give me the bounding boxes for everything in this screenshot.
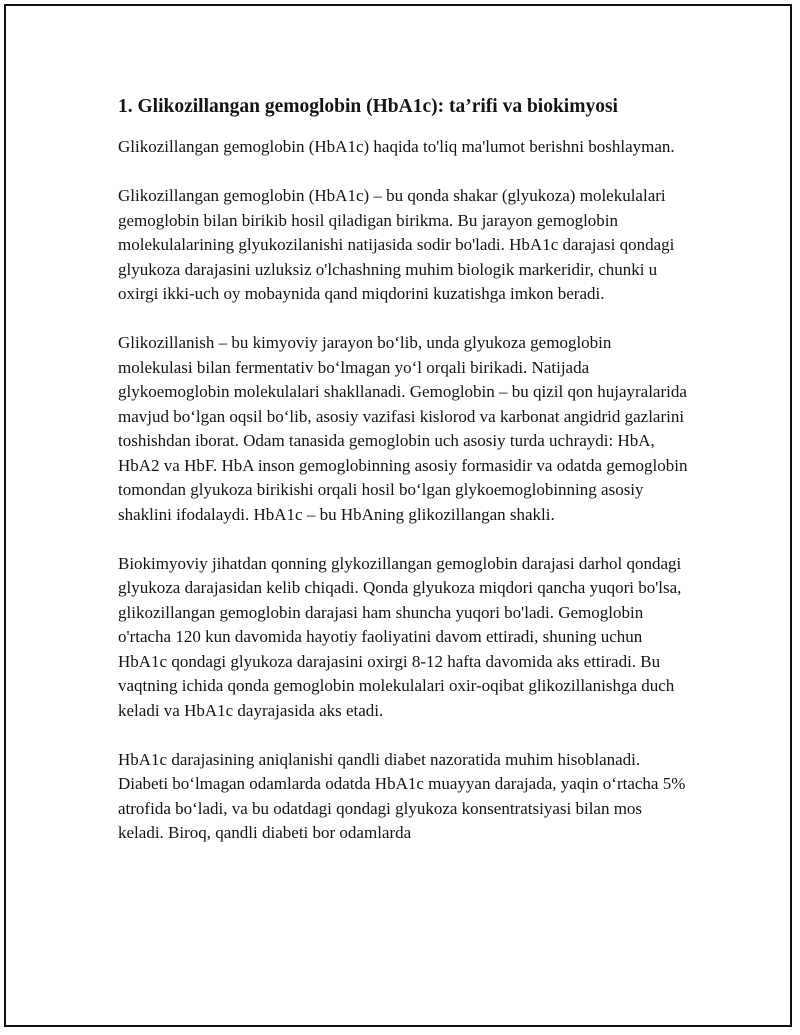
paragraph-diabetes-control: HbA1c darajasining aniqlanishi qandli diabet nazoratida muhim hisoblanadi. Diabeti bo‘lmagan odamlarda odatda HbA1c muayyan darajada, yaqin o‘rtacha 5% atrofida bo‘ladi, va bu odatdagi qondagi glyukoza konsentratsiyasi bilan mos keladi. Biroq, qandli diabeti bor odamlarda [118,749,686,842]
paragraph-glycation: Glikozillanish – bu kimyoviy jarayon bo‘lib, unda glyukoza gemoglobin molekulasi bilan fermentativ bo‘lmagan yo‘l orqali birikadi. Natijada glykoemoglobin molekulalari shakllanadi. Gemoglobin – bu qizil qon hujayralarida mavjud bo‘lgan oqsil bo‘lib, asosiy vazifasi kislorod va karbonat angidrid gazlarini toshishdan iborat. Odam tanasida gemoglobin uch asosiy turda uchraydi: HbA, HbA2 va HbF. HbA inson gemoglobinning asosiy formasidir va odatda gemoglobin tomondan glyukoza birikishi orqali hosil bo‘lgan glykoemoglobinning asosiy shaklini ifodalaydi. HbA1c – bu HbAning glikozillangan shakli. [118,333,688,524]
document-body [118,94,688,870]
paragraph-intro: Glikozillangan gemoglobin (HbA1c) haqida to'liq ma'lumot berishni boshlayman. [118,137,675,156]
paragraph-biochemistry: Biokimyoviy jihatdan qonning glykozillangan gemoglobin darajasi darhol qondagi glyukoza darajasidan kelib chiqadi. Qonda glyukoza miqdori qancha yuqori bo'lsa, glikozillangan gemoglobin darajasi ham shuncha yuqori bo'ladi. Gemoglobin o'rtacha 120 kun davomida hayotiy faoliyatini davom ettiradi, shuning uchun HbA1c qondagi glyukoza darajasini oxirgi 8-12 hafta davomida aks ettiradi. Bu vaqtning ichida qonda gemoglobin molekulalari oxir-oqibat glikozillanishga duch keladi va HbA1c dayrajasida aks etadi. [118,553,682,720]
paragraph-definition: Glikozillangan gemoglobin (HbA1c) – bu qonda shakar (glyukoza) molekulalari gemoglobin bilan birikib hosil qiladigan birikma. Bu jarayon gemoglobin molekulalarining glyukozilanishi natijasida sodir bo'ladi. HbA1c darajasi qondagi glyukoza darajasini uzluksiz o'lchashning muhim biologik markeridir, chunki u oxirgi ikki-uch oy mobaynida qand miqdorini kuzatishga imkon beradi. [118,186,675,303]
section-heading: 1. Glikozillangan gemoglobin (HbA1c): ta’rifi va biokimyosi [118,96,618,117]
